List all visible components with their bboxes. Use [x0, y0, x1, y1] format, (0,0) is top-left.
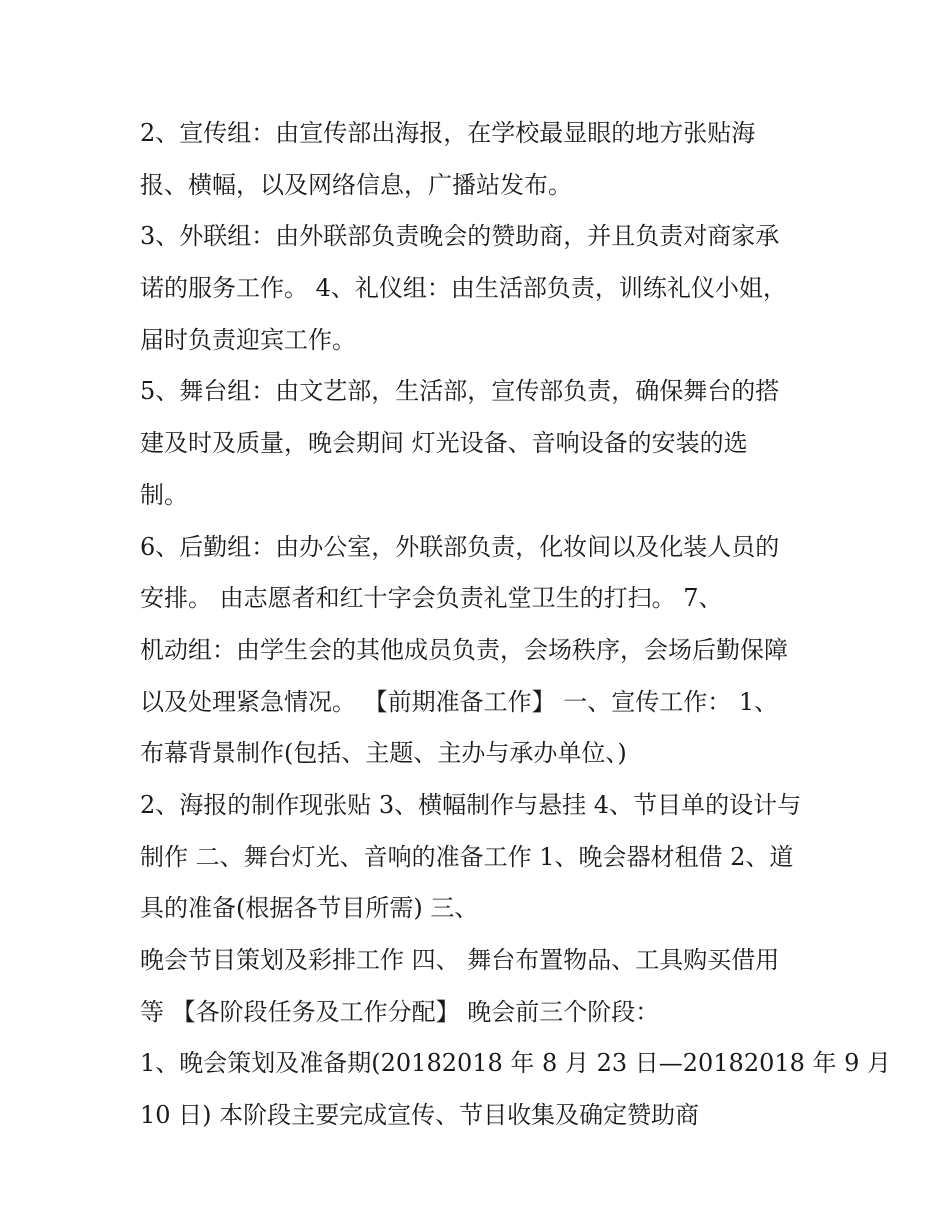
text-line: 安排。 由志愿者和红十字会负责礼堂卫生的打扫。 7、: [140, 584, 723, 613]
text-line: 2、海报的制作现张贴 3、横幅制作与悬挂 4、节目单的设计与: [140, 790, 802, 819]
text-line: 届时负责迎宾工作。: [140, 325, 356, 354]
text-line: 机动组：由学生会的其他成员负责，会场秩序，会场后勤保障: [140, 635, 788, 664]
text-line: 布幕背景制作(包括、主题、主办与承办单位、): [140, 739, 627, 768]
text-line: 2、宣传组：由宣传部出海报，在学校最显眼的地方张贴海: [140, 119, 756, 147]
text-line: 制。: [140, 480, 188, 509]
text-line: 具的准备(根据各节目所需) 三、: [140, 894, 479, 923]
text-line: 5、舞台组：由文艺部，生活部，宣传部负责，确保舞台的搭: [140, 377, 780, 406]
text-line: 建及时及质量，晚会期间 灯光设备、音响设备的安装的选: [140, 429, 748, 458]
text-line: 报、横幅，以及网络信息，广播站发布。: [140, 170, 572, 199]
document-body: [140, 108, 892, 1142]
text-line: 以及处理紧急情况。 【前期准备工作】 一、宣传工作： 1、: [140, 687, 779, 716]
text-line: 等 【各阶段任务及工作分配】 晚会前三个阶段：: [140, 997, 660, 1026]
text-line: 1、晚会策划及准备期(20182018 年 8 月 23 日—20182018 年 9 月: [140, 1049, 892, 1078]
text-line: 6、后勤组：由办公室，外联部负责，化妆间以及化装人员的: [140, 532, 780, 561]
text-line: 3、外联组：由外联部负责晚会的赞助商，并且负责对商家承: [140, 222, 780, 251]
text-line: 诺的服务工作。 4、礼仪组：由生活部负责，训练礼仪小姐，: [140, 274, 787, 303]
text-line: 晚会节目策划及彩排工作 四、 舞台布置物品、工具购买借用: [140, 946, 780, 974]
text-line: 制作 二、舞台灯光、音响的准备工作 1、晚会器材租借 2、道: [140, 842, 794, 871]
text-line: 10 日) 本阶段主要完成宣传、节目收集及确定赞助商: [140, 1101, 700, 1130]
